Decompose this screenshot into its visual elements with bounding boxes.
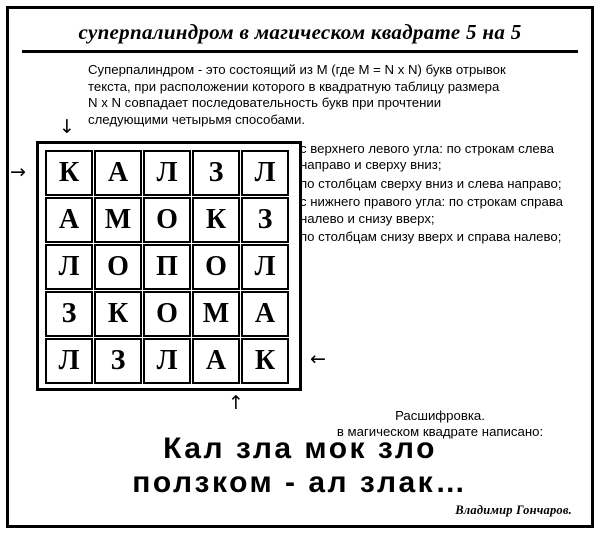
square-cell: М (94, 197, 142, 243)
arrow-down-icon: ↓ (59, 116, 75, 138)
page-title: суперпалиндром в магическом квадрате 5 на 5 (78, 20, 522, 44)
square-cell: А (94, 150, 142, 196)
square-cell: З (94, 338, 142, 384)
square-cell: А (192, 338, 240, 384)
square-cell: К (45, 150, 93, 196)
intro-text: Суперпалиндром - это состоящий из М (где М = N x N) букв отрывок текста, при расположении которого в квадратную таблицу размера N x N совпадает последовательность букв при прочтении следующими четырьмя способами. (88, 62, 506, 127)
reading-method-item: по столбцам снизу вверх и справа налево; (300, 229, 562, 245)
reading-method-item: с верхнего левого угла: по строкам слева направо и сверху вниз; (300, 141, 554, 173)
decode-subheading: в магическом квадрате написано: (336, 424, 544, 440)
magic-square-border (36, 141, 302, 391)
square-cell: О (143, 291, 191, 337)
square-cell: К (94, 291, 142, 337)
square-cell: О (143, 197, 191, 243)
square-cell: Л (143, 150, 191, 196)
reading-method-item: по столбцам сверху вниз и слева направо; (300, 175, 562, 191)
solution-line-2: ползком - ал злак… (132, 466, 468, 499)
title-divider (22, 50, 578, 53)
square-cell: А (45, 197, 93, 243)
square-cell: О (94, 244, 142, 290)
square-cell: К (192, 197, 240, 243)
decode-heading: Расшифровка. (395, 408, 485, 423)
square-cell: К (241, 338, 289, 384)
arrow-left-icon: ← (310, 348, 326, 370)
arrow-right-icon: → (10, 161, 26, 183)
square-cell: Л (45, 338, 93, 384)
author-signature: Владимир Гончаров. (455, 503, 572, 517)
solution-line-1: Кал зла мок зло (163, 432, 437, 465)
square-cell: О (192, 244, 240, 290)
magic-square (36, 141, 302, 391)
square-cell: Л (241, 150, 289, 196)
square-cell: Л (45, 244, 93, 290)
square-cell: З (241, 197, 289, 243)
square-cell: Л (143, 338, 191, 384)
reading-method-item: с нижнего правого угла: по строкам справа налево и снизу вверх; (300, 194, 564, 226)
arrow-up-icon: ↑ (228, 392, 244, 414)
square-cell: А (241, 291, 289, 337)
solution-text (0, 432, 600, 500)
square-cell: М (192, 291, 240, 337)
magic-square-grid (45, 150, 289, 384)
square-cell: Л (241, 244, 289, 290)
square-cell: З (45, 291, 93, 337)
square-cell: З (192, 150, 240, 196)
reading-methods-list (300, 141, 564, 247)
square-cell: П (143, 244, 191, 290)
